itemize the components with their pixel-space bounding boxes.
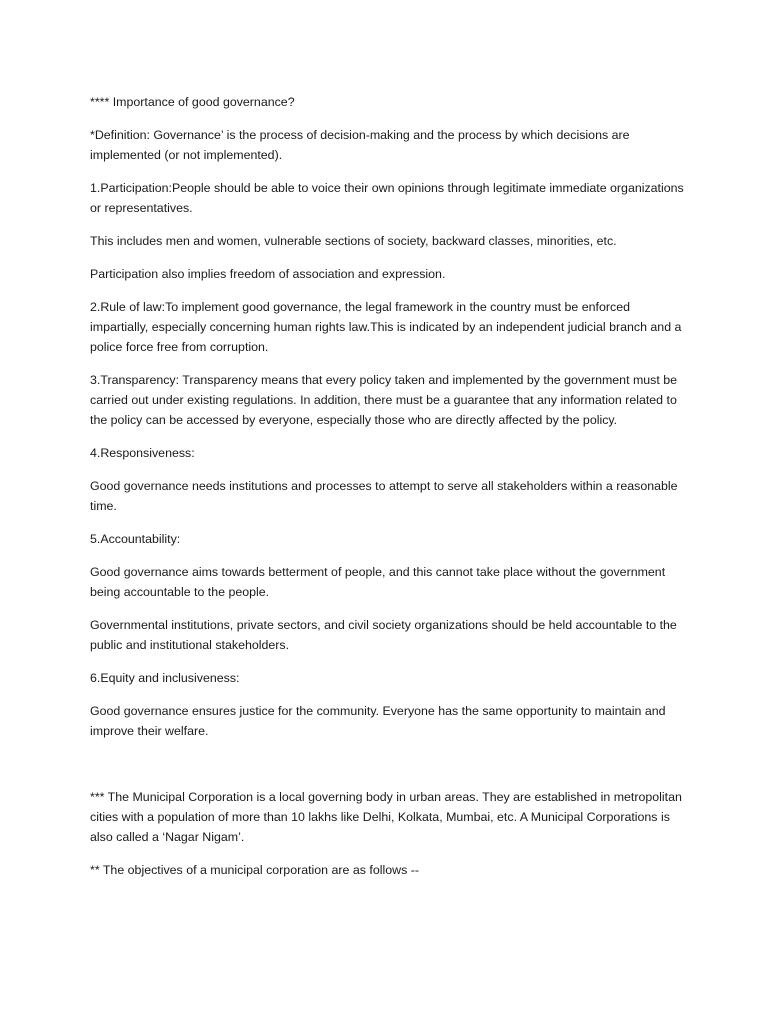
- definition-paragraph: *Definition: Governance’ is the process of decision-making and the process by which decisions are implemented (or not implemented).: [90, 128, 630, 162]
- equity-paragraph: Good governance ensures justice for the community. Everyone has the same opportunity to maintain and improve their welfare.: [90, 704, 666, 738]
- equity-heading: 6.Equity and inclusiveness:: [90, 671, 240, 685]
- rule-of-law-paragraph: 2.Rule of law:To implement good governance, the legal framework in the country must be enforced impartially, especially concerning human rights law.This is indicated by an independent judicial branch and a police force free from corruption.: [90, 300, 682, 354]
- heading-importance: **** Importance of good governance?: [90, 95, 295, 109]
- accountability-paragraph: Good governance aims towards betterment of people, and this cannot take place without the government being accountable to the people.: [90, 565, 666, 599]
- responsiveness-paragraph: Good governance needs institutions and processes to attempt to serve all stakeholders within a reasonable time.: [90, 479, 678, 513]
- participation-freedom-paragraph: Participation also implies freedom of association and expression.: [90, 267, 446, 281]
- transparency-paragraph: 3.Transparency: Transparency means that every policy taken and implemented by the government must be carried out under existing regulations. In addition, there must be a guarantee that any information related to the policy can be accessed by everyone, especially those who are directly affected by the policy.: [90, 373, 678, 427]
- municipal-corporation-paragraph: *** The Municipal Corporation is a local governing body in urban areas. They are established in metropolitan cities with a population of more than 10 lakhs like Delhi, Kolkata, Mumbai, etc. A Municipal Corporations is also called a ‘Nagar Nigam’.: [90, 790, 682, 844]
- blank-line: [90, 754, 690, 787]
- accountability-heading: 5.Accountability:: [90, 532, 181, 546]
- participation-paragraph: 1.Participation:People should be able to voice their own opinions through legitimate immediate organizations or representatives.: [90, 181, 684, 215]
- responsiveness-heading: 4.Responsiveness:: [90, 446, 195, 460]
- accountability-institutions-paragraph: Governmental institutions, private sectors, and civil society organizations should be held accountable to the public and institutional stakeholders.: [90, 618, 677, 652]
- objectives-paragraph: ** The objectives of a municipal corporation are as follows --: [90, 863, 419, 877]
- document-body: [90, 92, 690, 893]
- participation-inclusion-paragraph: This includes men and women, vulnerable sections of society, backward classes, minorities, etc.: [90, 234, 617, 248]
